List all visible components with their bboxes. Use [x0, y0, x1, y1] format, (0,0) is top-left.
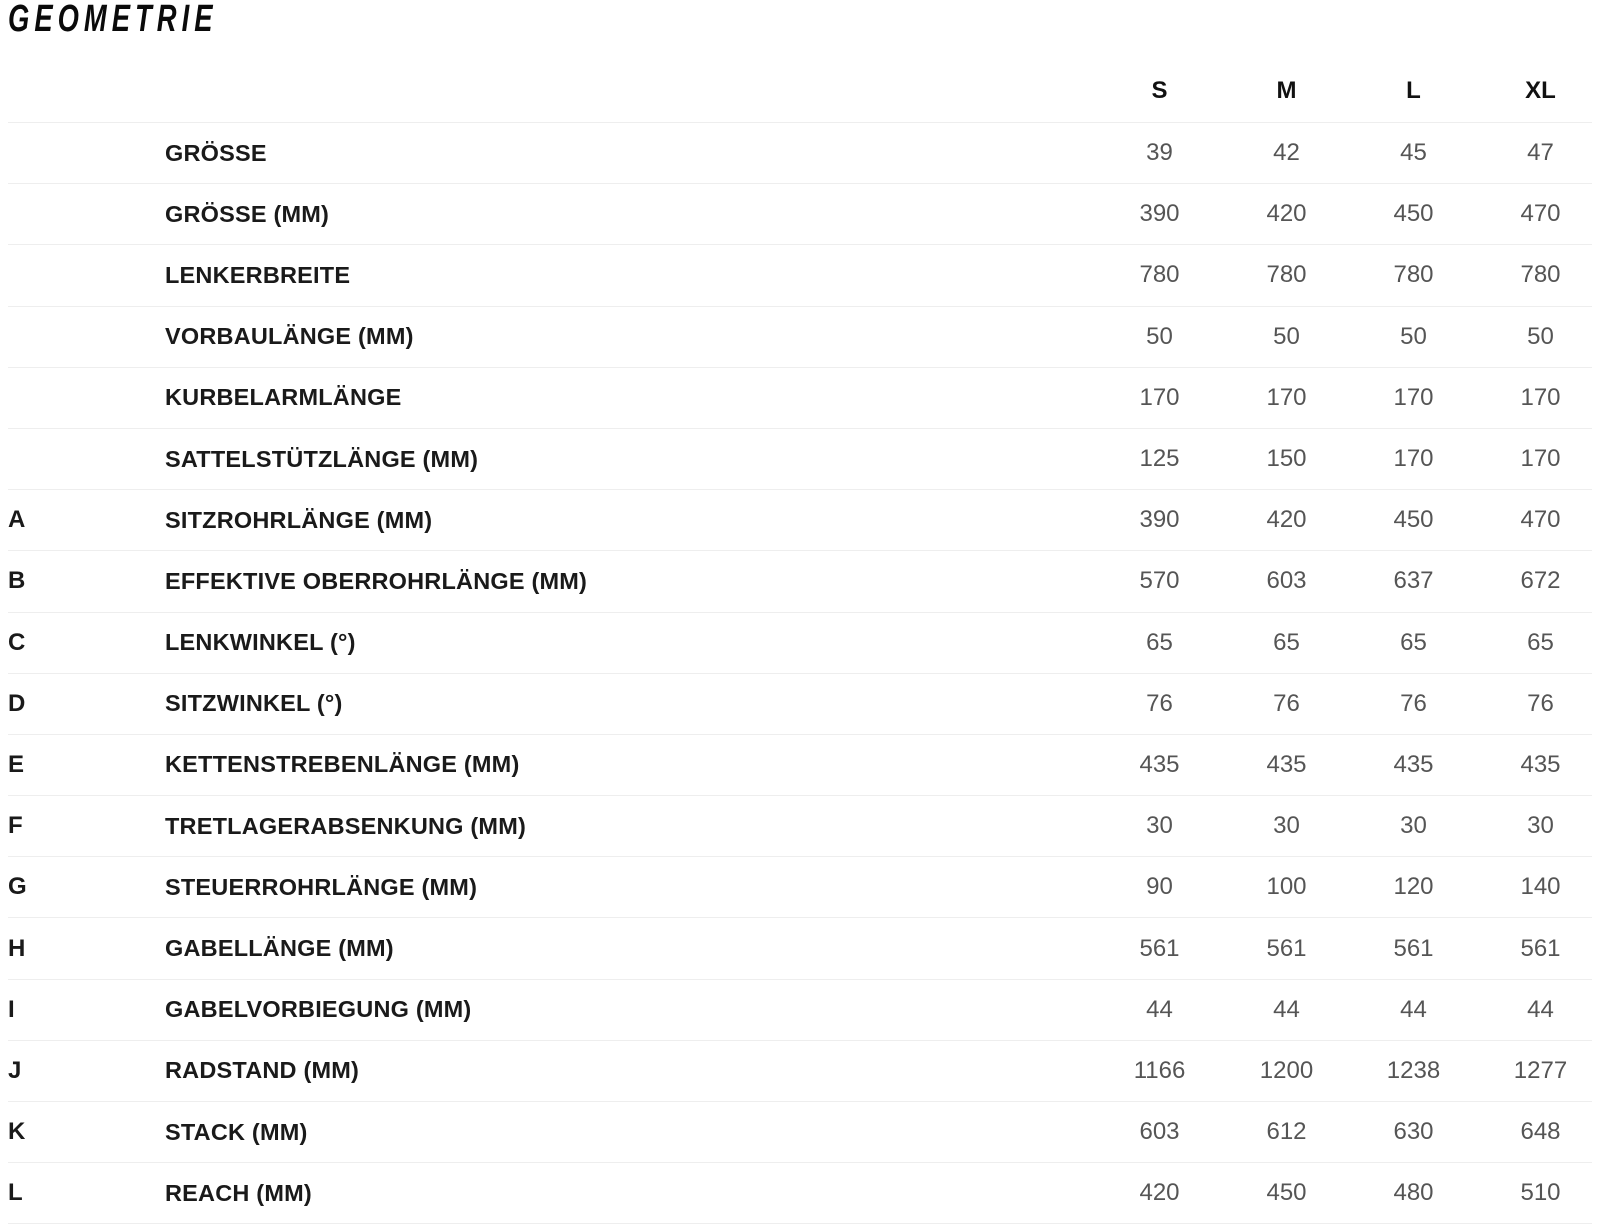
- row-value-l: 561: [1393, 934, 1434, 962]
- row-label: GRÖSSE (MM): [165, 200, 330, 227]
- row-value-s: 125: [1139, 445, 1180, 473]
- row-code: [8, 245, 48, 305]
- table-row: [8, 490, 1592, 551]
- row-value-s: 390: [1139, 200, 1180, 228]
- row-label: SITZROHRLÄNGE (MM): [165, 506, 433, 533]
- row-value-xl: 1277: [1513, 1056, 1568, 1084]
- row-value-s: 65: [1146, 628, 1173, 656]
- row-label: TRETLAGERABSENKUNG (MM): [165, 812, 526, 839]
- row-value-s: 44: [1146, 995, 1173, 1023]
- row-value-s: 76: [1146, 689, 1173, 717]
- row-value-m: 435: [1266, 750, 1307, 778]
- row-label: VORBAULÄNGE (MM): [165, 323, 414, 350]
- row-label: SITZWINKEL (°): [165, 690, 343, 717]
- table-row: [8, 857, 1592, 918]
- row-value-s: 603: [1139, 1118, 1180, 1146]
- row-value-m: 561: [1266, 934, 1307, 962]
- row-value-l: 45: [1400, 139, 1427, 167]
- size-header-xl: XL: [1525, 76, 1556, 104]
- row-value-m: 420: [1266, 506, 1307, 534]
- row-value-xl: 30: [1527, 812, 1554, 840]
- row-value-l: 450: [1393, 506, 1434, 534]
- row-code: G: [8, 873, 27, 901]
- row-value-m: 450: [1266, 1179, 1307, 1207]
- row-value-m: 612: [1266, 1118, 1307, 1146]
- row-code: F: [8, 812, 23, 840]
- row-value-m: 44: [1273, 995, 1300, 1023]
- row-code: D: [8, 689, 26, 717]
- row-value-l: 76: [1400, 689, 1427, 717]
- row-value-l: 170: [1393, 383, 1434, 411]
- row-value-xl: 510: [1520, 1179, 1561, 1207]
- row-code: H: [8, 934, 26, 962]
- row-value-xl: 44: [1527, 995, 1554, 1023]
- row-label: KURBELARMLÄNGE: [165, 384, 402, 411]
- row-value-l: 170: [1393, 445, 1434, 473]
- row-value-xl: 648: [1520, 1118, 1561, 1146]
- size-header-s: S: [1151, 76, 1168, 104]
- row-code: B: [8, 567, 26, 595]
- row-value-m: 420: [1266, 200, 1307, 228]
- row-value-m: 603: [1266, 567, 1307, 595]
- row-value-m: 30: [1273, 812, 1300, 840]
- row-code: C: [8, 628, 26, 656]
- row-value-xl: 170: [1520, 445, 1561, 473]
- row-code: I: [8, 995, 15, 1023]
- table-body: [8, 123, 1592, 1224]
- row-label: GABELLÄNGE (MM): [165, 935, 394, 962]
- row-value-xl: 76: [1527, 689, 1554, 717]
- table-row: [8, 551, 1592, 612]
- row-value-l: 44: [1400, 995, 1427, 1023]
- row-value-s: 170: [1139, 383, 1180, 411]
- row-code: [8, 429, 48, 489]
- row-value-s: 435: [1139, 750, 1180, 778]
- row-value-s: 39: [1146, 139, 1173, 167]
- row-value-xl: 470: [1520, 200, 1561, 228]
- row-code: J: [8, 1056, 22, 1084]
- row-value-m: 42: [1273, 139, 1300, 167]
- table-row: [8, 796, 1592, 857]
- row-value-m: 170: [1266, 383, 1307, 411]
- row-value-s: 780: [1139, 261, 1180, 289]
- row-value-m: 65: [1273, 628, 1300, 656]
- row-label: STACK (MM): [165, 1118, 308, 1145]
- row-value-l: 435: [1393, 750, 1434, 778]
- row-value-l: 65: [1400, 628, 1427, 656]
- table-row: [8, 245, 1592, 306]
- table-row: [8, 613, 1592, 674]
- row-value-s: 390: [1139, 506, 1180, 534]
- row-value-l: 30: [1400, 812, 1427, 840]
- row-label: KETTENSTREBENLÄNGE (MM): [165, 751, 520, 778]
- row-value-xl: 50: [1527, 322, 1554, 350]
- row-value-xl: 435: [1520, 750, 1561, 778]
- size-header-m: M: [1276, 76, 1297, 104]
- table-row: [8, 184, 1592, 245]
- row-value-s: 1166: [1133, 1056, 1186, 1084]
- table-row: [8, 1163, 1592, 1224]
- row-label: EFFEKTIVE OBERROHRLÄNGE (MM): [165, 567, 588, 594]
- row-value-l: 480: [1393, 1179, 1434, 1207]
- table-row: [8, 307, 1592, 368]
- table-header-row: [8, 59, 1592, 123]
- geometry-table: [8, 59, 1592, 1224]
- row-value-s: 30: [1146, 812, 1173, 840]
- row-label: SATTELSTÜTZLÄNGE (MM): [165, 445, 479, 472]
- table-row: [8, 1102, 1592, 1163]
- table-row: [8, 980, 1592, 1041]
- row-value-xl: 561: [1520, 934, 1561, 962]
- row-value-m: 780: [1266, 261, 1307, 289]
- page-title: GEOMETRIE: [8, 0, 218, 40]
- row-value-m: 50: [1273, 322, 1300, 350]
- size-header-l: L: [1406, 76, 1421, 104]
- row-code: [8, 123, 48, 183]
- table-row: [8, 368, 1592, 429]
- row-value-m: 1200: [1259, 1056, 1314, 1084]
- row-value-l: 450: [1393, 200, 1434, 228]
- row-label: GRÖSSE: [165, 139, 267, 166]
- row-label: RADSTAND (MM): [165, 1057, 360, 1084]
- table-row: [8, 735, 1592, 796]
- row-code: [8, 184, 48, 244]
- row-value-m: 100: [1266, 873, 1307, 901]
- row-label: LENKWINKEL (°): [165, 629, 356, 656]
- row-value-xl: 47: [1527, 139, 1554, 167]
- row-value-xl: 470: [1520, 506, 1561, 534]
- row-value-l: 120: [1393, 873, 1434, 901]
- row-value-xl: 170: [1520, 383, 1561, 411]
- table-row: [8, 1041, 1592, 1102]
- row-value-xl: 140: [1520, 873, 1561, 901]
- row-code: A: [8, 506, 26, 534]
- row-value-l: 1238: [1386, 1056, 1441, 1084]
- row-label: GABELVORBIEGUNG (MM): [165, 996, 472, 1023]
- row-value-l: 50: [1400, 322, 1427, 350]
- row-label: STEUERROHRLÄNGE (MM): [165, 873, 478, 900]
- row-value-s: 50: [1146, 322, 1173, 350]
- row-value-m: 150: [1266, 445, 1307, 473]
- row-code: L: [8, 1179, 23, 1207]
- row-value-m: 76: [1273, 689, 1300, 717]
- row-value-s: 570: [1139, 567, 1180, 595]
- row-value-s: 90: [1146, 873, 1173, 901]
- row-value-xl: 65: [1527, 628, 1554, 656]
- row-value-xl: 780: [1520, 261, 1561, 289]
- table-row: [8, 429, 1592, 490]
- row-code: [8, 368, 48, 428]
- row-value-xl: 672: [1520, 567, 1561, 595]
- row-code: E: [8, 750, 25, 778]
- table-row: [8, 674, 1592, 735]
- row-label: LENKERBREITE: [165, 261, 351, 288]
- table-row: [8, 123, 1592, 184]
- row-value-s: 561: [1139, 934, 1180, 962]
- row-label: REACH (MM): [165, 1179, 312, 1206]
- row-value-l: 630: [1393, 1118, 1434, 1146]
- row-value-s: 420: [1139, 1179, 1180, 1207]
- row-code: K: [8, 1118, 26, 1146]
- row-code: [8, 307, 48, 367]
- row-value-l: 637: [1393, 567, 1434, 595]
- row-value-l: 780: [1393, 261, 1434, 289]
- table-row: [8, 918, 1592, 979]
